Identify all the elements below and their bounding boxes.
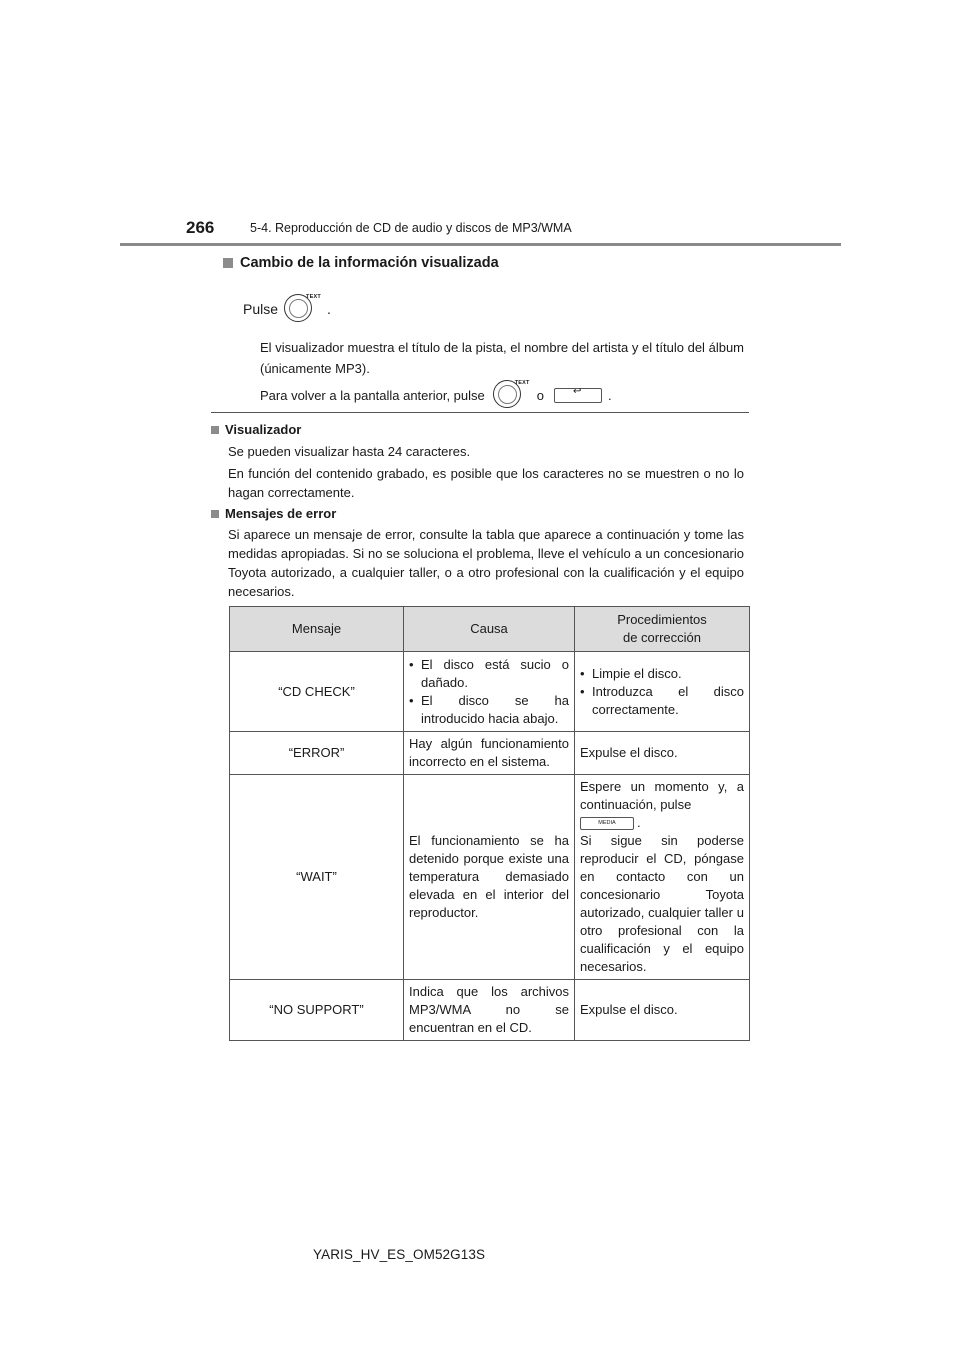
header-mensaje: Mensaje [230,607,404,652]
cell-procedimiento: • Limpie el disco. • Introduzca el disco correctamente. [575,652,750,732]
header-divider [120,243,841,246]
cell-mensaje: “ERROR” [230,732,404,775]
page-number: 266 [186,218,215,237]
display-description: El visualizador muestra el título de la pista, el nombre del artista y el título del álbum (únicamente MP3). [260,340,744,376]
cell-procedimiento: Espere un momento y, a continuación, pulse MEDIA . Si sigue sin poderse reproducir el CD, póngase en contacto con un concesionario Toyota autorizado, cualquier taller u otro profesional con la cualificación y el equipo necesarios. [575,775,750,980]
text-knob-icon [284,292,324,326]
table-row [230,980,750,1041]
table-row [230,775,750,980]
cell-causa: El funcionamiento se ha detenido porque existe una temperatura demasiado elevada en el interior del reproductor. [404,775,575,980]
media-button-icon: MEDIA [580,817,634,830]
text-knob-label: TEXT [306,294,321,300]
section-title: 5-4. Reproducción de CD de audio y discos de MP3/WMA [250,221,572,235]
cell-mensaje: “NO SUPPORT” [230,980,404,1041]
mensajes-title-text: Mensajes de error [225,506,337,521]
or-text: o [536,387,544,403]
mensajes-p1: Si aparece un mensaje de error, consulte la tabla que aparece a continuación y tome las medidas apropiadas. Si no se soluciona el problema, lleve el vehículo a un concesionario Toyota autorizado, a cualquier taller, o a otro profesional con la cualificación y el equipo necesarios. [228,527,744,599]
visualizador-p2: En función del contenido grabado, es posible que los caracteres no se muestren o no lo hagan correctamente. [228,466,744,500]
section-heading [223,255,499,271]
cell-procedimiento: Expulse el disco. [575,732,750,775]
header-procedimientos: Procedimientos de corrección [575,607,750,652]
header-causa: Causa [404,607,575,652]
cell-mensaje: “WAIT” [230,775,404,980]
square-bullet-icon [211,510,219,518]
back-button-icon [554,388,602,403]
back-text: Para volver a la pantalla anterior, pulse [260,387,485,403]
pulse-period: . [327,301,331,317]
text-knob-icon [493,378,533,412]
pulse-instruction [243,292,331,326]
table-row [230,732,750,775]
document-code: YARIS_HV_ES_OM52G13S [313,1247,486,1262]
cell-mensaje: “CD CHECK” [230,652,404,732]
section-divider [211,412,749,413]
cell-causa: • El disco está sucio o dañado. • El disco se ha introducido hacia abajo. [404,652,575,732]
cell-causa: Hay algún funcionamiento incorrecto en el sistema. [404,732,575,775]
cell-procedimiento: Expulse el disco. [575,980,750,1041]
back-period: . [607,387,612,403]
table-header-row [230,607,750,652]
table-row [230,652,750,732]
text-knob-label: TEXT [514,380,530,386]
visualizador-title-text: Visualizador [225,422,302,437]
back-instruction [260,378,612,412]
error-table [229,606,750,1041]
visualizador-p1: Se pueden visualizar hasta 24 caracteres. [228,444,471,459]
pulse-label: Pulse [243,301,279,317]
mensajes-title [211,506,336,521]
cell-causa: Indica que los archivos MP3/WMA no se encuentran en el CD. [404,980,575,1041]
heading-text: Cambio de la información visualizada [240,255,499,271]
square-bullet-icon [211,426,219,434]
visualizador-title [211,422,301,437]
square-bullet-icon [223,258,233,268]
